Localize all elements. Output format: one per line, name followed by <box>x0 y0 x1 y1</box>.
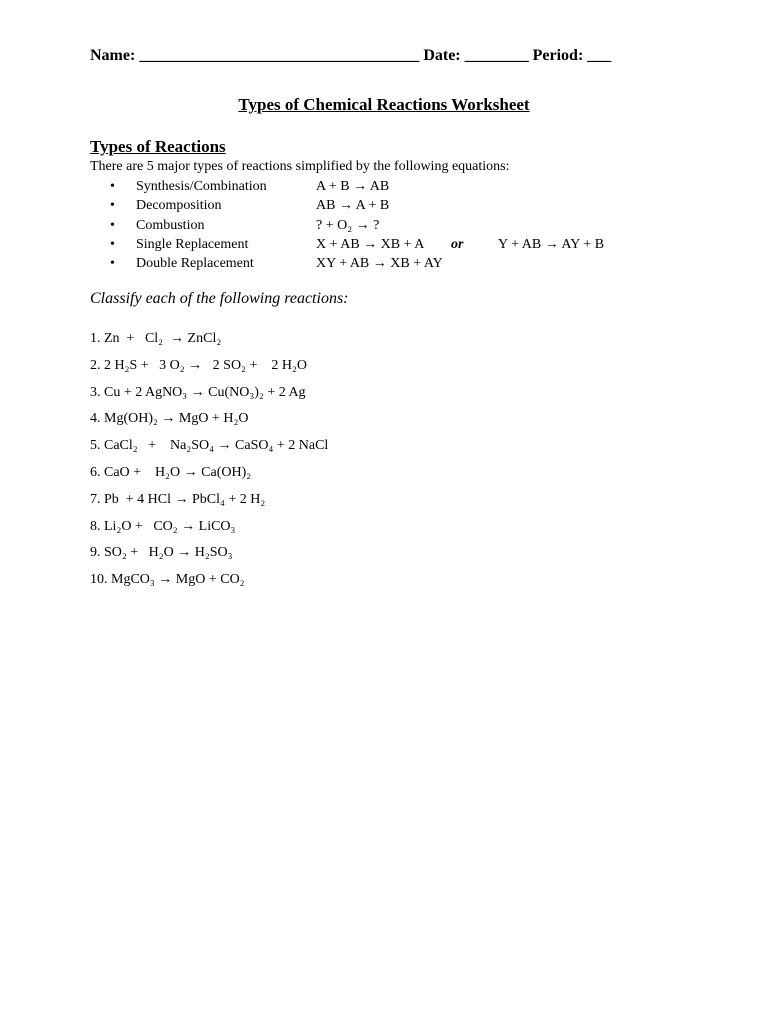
bullet-icon: • <box>110 256 115 272</box>
reaction-type-name: Decomposition <box>136 198 222 214</box>
reaction-type-name: Single Replacement <box>136 236 249 252</box>
or-label: or <box>451 236 464 252</box>
name-date-period-line: Name: ___________________________________ Date: ________ Period: ___ <box>90 47 612 64</box>
problem-item: 3. Cu + 2 AgNO₃ → Cu(NO₃)₂ + 2 Ag <box>90 384 306 400</box>
reaction-type-equation-alt: Y + AB → AY + B <box>498 236 605 252</box>
reaction-type-equation: A + B → AB <box>316 179 390 194</box>
worksheet-title: Types of Chemical Reactions Worksheet <box>238 95 530 114</box>
problem-item: 1. Zn + Cl₂ → ZnCl₂ <box>90 331 222 346</box>
reaction-type-equation: XY + AB → XB + AY <box>316 256 443 272</box>
reaction-type-equation: ? + O₂ → ? <box>316 217 380 233</box>
section-intro: There are 5 major types of reactions simplified by the following equations: <box>90 159 510 174</box>
problem-item: 10. MgCO₃ → MgO + CO₂ <box>90 572 245 588</box>
problem-item: 6. CaO + H₂O → Ca(OH)₂ <box>90 464 252 480</box>
problem-item: 9. SO₂ + H₂O → H₂SO₃ <box>90 545 233 561</box>
reaction-type-name: Combustion <box>136 217 205 233</box>
reaction-type-name: Double Replacement <box>136 256 254 272</box>
bullet-icon: • <box>110 217 115 233</box>
bullet-icon: • <box>110 236 115 252</box>
bullet-icon: • <box>110 198 115 214</box>
reaction-type-equation: AB → A + B <box>316 198 390 214</box>
reaction-type-equation: X + AB → XB + A <box>316 236 425 252</box>
problem-item: 4. Mg(OH)₂ → MgO + H₂O <box>90 411 249 427</box>
reaction-type-name: Synthesis/Combination <box>136 179 267 194</box>
bullet-icon: • <box>110 179 115 194</box>
problem-item: 7. Pb + 4 HCl → PbCl₄ + 2 H₂ <box>90 491 266 507</box>
problems-list <box>90 330 328 598</box>
classify-instruction: Classify each of the following reactions: <box>90 290 349 307</box>
section-title: Types of Reactions <box>90 137 226 156</box>
problem-item: 8. Li₂O + CO₂ → LiCO₃ <box>90 518 236 534</box>
problem-item: 2. 2 H₂S + 3 O₂ → 2 SO₂ + 2 H₂O <box>90 357 307 373</box>
problem-item: 5. CaCl₂ + Na₂SO₄ → CaSO₄ + 2 NaCl <box>90 438 329 454</box>
